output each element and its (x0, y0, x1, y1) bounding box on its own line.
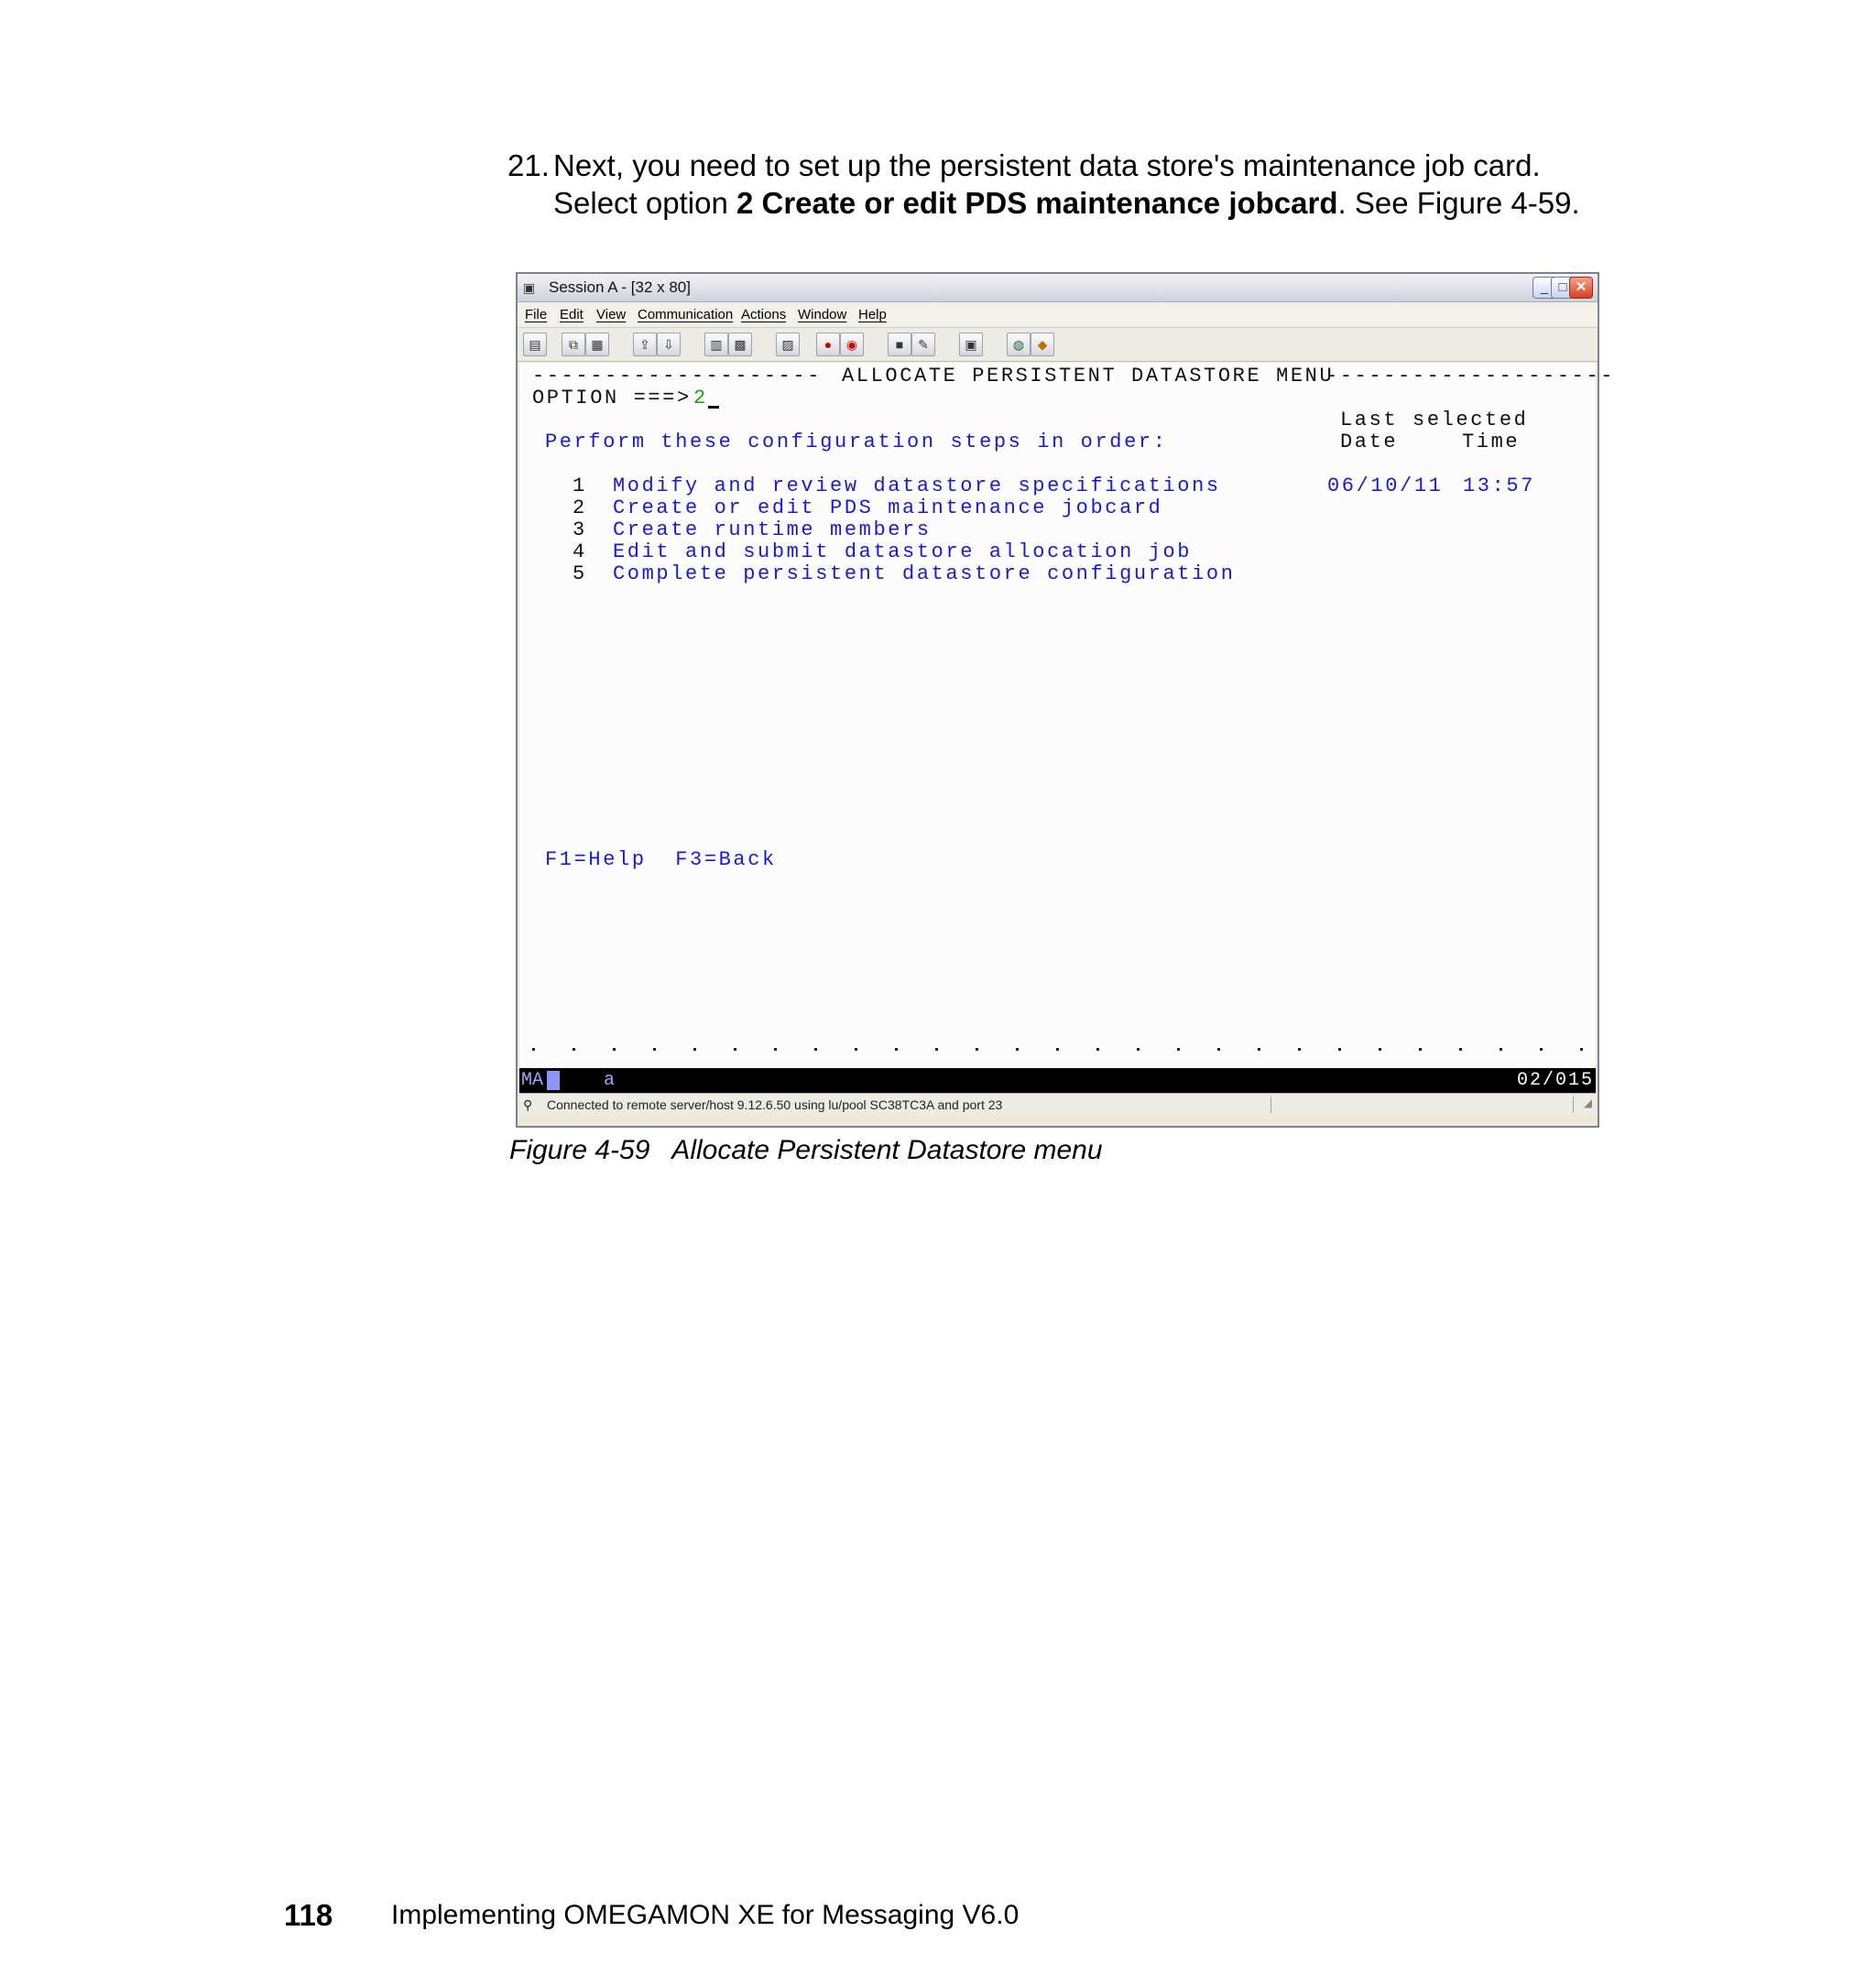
option-input-value: 2 (693, 387, 708, 409)
status-bar (519, 1093, 1596, 1116)
text-cursor (708, 387, 719, 409)
ruler-dot (573, 1048, 575, 1051)
ruler-dot (1056, 1048, 1059, 1051)
globe-icon[interactable]: ◍ (1007, 333, 1031, 356)
item-time-1: 13:57 (1463, 475, 1536, 497)
ruler-dot (1379, 1048, 1381, 1051)
resize-grip-icon[interactable]: ◢ (1583, 1097, 1592, 1109)
page-number: 118 (284, 1898, 333, 1932)
ruler-dot (976, 1048, 978, 1051)
figure-caption: Figure 4-59 Allocate Persistent Datastore menu (509, 1135, 1103, 1165)
item-number-5: 5 (573, 562, 587, 585)
ruler-dot (1459, 1048, 1462, 1051)
menu-communication[interactable]: Communication (638, 307, 734, 322)
ruler-dot (532, 1048, 535, 1051)
status-separator-2 (1573, 1097, 1574, 1113)
ruler-dot (1096, 1048, 1099, 1051)
ruler-dot (1419, 1048, 1422, 1051)
menu-file[interactable]: File (525, 307, 548, 322)
toolbar (518, 328, 1598, 362)
ruler-dot (814, 1048, 817, 1051)
item-label-3[interactable]: Create runtime members (613, 518, 932, 541)
ruler-dot (1016, 1048, 1019, 1051)
ruler-dot (1580, 1048, 1583, 1051)
step-number: 21. (507, 148, 550, 182)
ruler-dot (1177, 1048, 1180, 1051)
instructions-text: Perform these configuration steps in order: (545, 431, 1168, 453)
menu-header-right-dashes: -------------------- (1325, 365, 1616, 387)
keypad-icon[interactable]: ▩ (728, 333, 752, 356)
item-number-2: 2 (573, 496, 587, 519)
pf-keys-line[interactable]: F1=Help F3=Back (545, 848, 777, 871)
option-input[interactable] (693, 387, 719, 409)
macro-play-icon[interactable]: ● (816, 333, 840, 356)
step-line-1: Next, you need to set up the persistent data store's maintenance job card. (553, 148, 1541, 182)
cursor-position: 02/015 (1516, 1070, 1594, 1091)
ruler-dot (855, 1048, 857, 1051)
item-label-2[interactable]: Create or edit PDS maintenance jobcard (613, 496, 1163, 519)
ruler-dot (1338, 1048, 1341, 1051)
menu-edit[interactable]: Edit (560, 307, 584, 322)
item-date-1: 06/10/11 (1327, 475, 1444, 497)
macro-edit-icon[interactable]: ✎ (911, 333, 935, 356)
time-column-label: Time (1462, 431, 1521, 453)
menu-actions[interactable]: Actions (741, 307, 787, 322)
clipboard-icon[interactable]: ▣ (959, 333, 983, 356)
ruler-dot (1540, 1048, 1543, 1051)
item-label-4[interactable]: Edit and submit datastore allocation job (613, 540, 1193, 563)
step-line-2-prefix: Select option (553, 186, 736, 220)
menu-bar (518, 302, 1598, 328)
ruler-dots (532, 1048, 1592, 1057)
window-title: Session A - [32 x 80] (549, 278, 691, 296)
send-file-icon[interactable]: ⇪ (633, 333, 657, 356)
terminal-screen[interactable] (519, 363, 1616, 1068)
paste-icon[interactable]: ▦ (585, 333, 609, 356)
ruler-dot (1258, 1048, 1260, 1051)
ruler-dot (613, 1048, 616, 1051)
ruler-dot (653, 1048, 656, 1051)
print-screen-icon[interactable]: ▤ (523, 333, 547, 356)
step-line-2 (553, 184, 1744, 222)
copy-icon[interactable]: ⧉ (562, 333, 585, 356)
disconnect-icon[interactable]: ◆ (1031, 333, 1054, 356)
oia-indicator: a (604, 1070, 616, 1091)
title-bar[interactable] (518, 274, 1598, 302)
ruler-dot (774, 1048, 777, 1051)
ruler-dot (935, 1048, 938, 1051)
step-option-bold: 2 Create or edit PDS maintenance jobcard (736, 186, 1338, 220)
oia-mode-highlight (547, 1071, 560, 1090)
minimize-button[interactable]: _ (1532, 277, 1556, 299)
ruler-dot (895, 1048, 898, 1051)
menu-header-title: ALLOCATE PERSISTENT DATASTORE MENU (842, 365, 1335, 387)
item-number-3: 3 (573, 518, 587, 541)
item-label-5[interactable]: Complete persistent datastore configuration (613, 562, 1236, 585)
receive-file-icon[interactable]: ⇩ (657, 333, 681, 356)
terminal-app-icon: ▣ (523, 280, 536, 295)
maximize-button[interactable]: □ (1551, 277, 1575, 299)
ruler-dot (1298, 1048, 1301, 1051)
menu-help[interactable]: Help (858, 307, 887, 322)
menu-window[interactable]: Window (798, 307, 847, 322)
display-icon[interactable]: ▥ (704, 333, 728, 356)
date-column-label: Date (1340, 431, 1399, 453)
color-icon[interactable]: ▨ (776, 333, 800, 356)
menu-header-left-dashes: -------------------- (532, 365, 823, 387)
macro-record-icon[interactable]: ◉ (840, 333, 864, 356)
item-label-1[interactable]: Modify and review datastore specifications (613, 475, 1221, 497)
connection-message: Connected to remote server/host 9.12.6.50 using lu/pool SC38TC3A and port 23 (547, 1097, 1003, 1112)
step-body (553, 147, 1744, 222)
operator-information-area (519, 1068, 1596, 1093)
ruler-dot (1217, 1048, 1220, 1051)
session-window (516, 272, 1616, 1128)
macro-stop-icon[interactable]: ■ (888, 333, 911, 356)
oia-mode: MA (521, 1070, 544, 1091)
connection-icon: ⚲ (523, 1097, 533, 1112)
ruler-dot (1500, 1048, 1502, 1051)
item-number-1: 1 (573, 475, 587, 497)
menu-view[interactable]: View (596, 307, 627, 322)
last-selected-label: Last selected (1340, 409, 1529, 431)
close-button[interactable]: ✕ (1569, 277, 1593, 299)
option-prompt: OPTION ===> (532, 387, 692, 409)
step-line-2-suffix: . See Figure 4-59. (1337, 186, 1580, 220)
book-title: Implementing OMEGAMON XE for Messaging V6.0 (391, 1900, 1020, 1930)
ruler-dot (1137, 1048, 1140, 1051)
ruler-dot (693, 1048, 696, 1051)
item-number-4: 4 (573, 540, 587, 563)
ruler-dot (734, 1048, 736, 1051)
